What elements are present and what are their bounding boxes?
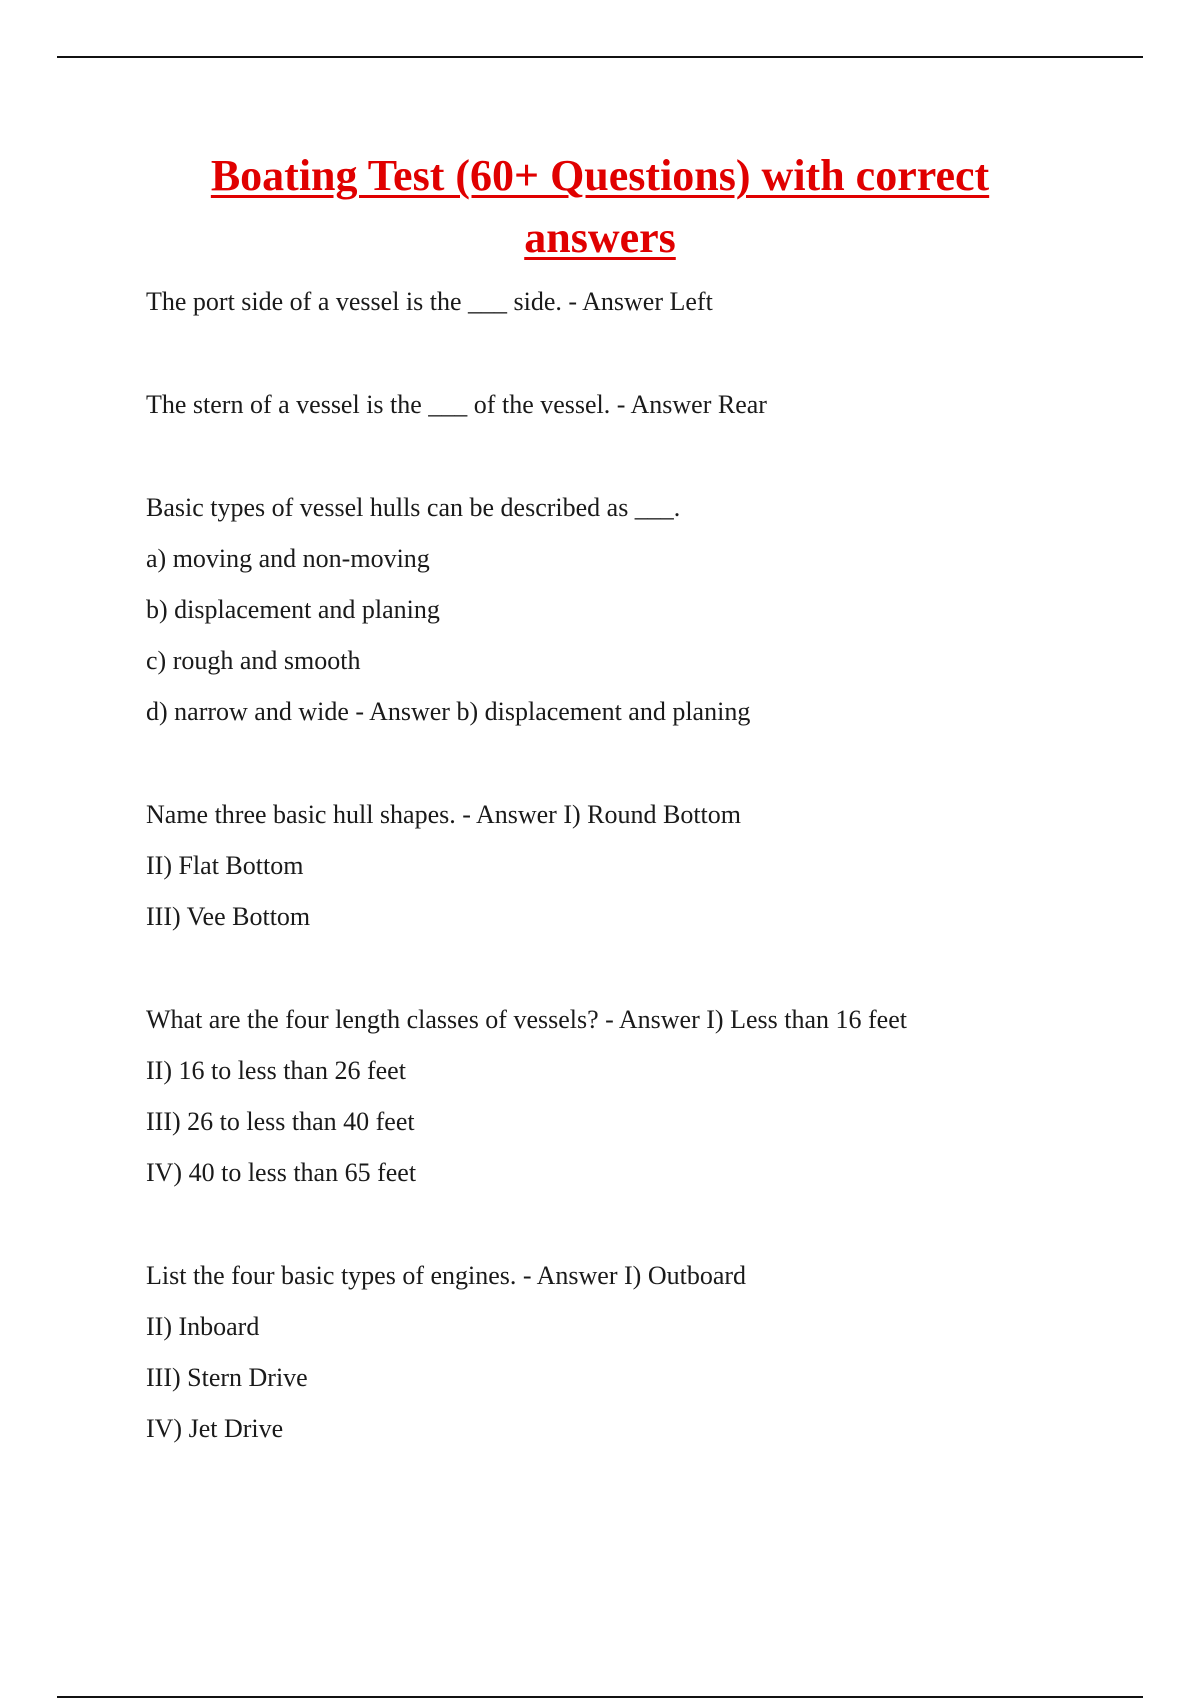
answer-line: II) Inboard [146,1312,260,1341]
option-line: b) displacement and planing [146,595,440,624]
answer-line: II) 16 to less than 26 feet [146,1056,406,1085]
question-block [146,482,1106,737]
question-block [146,994,1106,1198]
option-line: a) moving and non-moving [146,544,430,573]
question-block [146,276,1106,327]
question-line: What are the four length classes of vessels? - Answer I) Less than 16 feet [146,1005,907,1034]
question-line: The stern of a vessel is the ___ of the vessel. - Answer Rear [146,390,767,419]
answer-line: III) 26 to less than 40 feet [146,1107,415,1136]
document-title [100,145,1100,269]
option-line: c) rough and smooth [146,646,361,675]
title-line-2: answers [524,213,676,262]
question-line: Basic types of vessel hulls can be described as ___. [146,493,681,522]
answer-line: IV) 40 to less than 65 feet [146,1158,417,1187]
question-list [146,276,1106,1506]
answer-line: III) Vee Bottom [146,902,311,931]
answer-line: IV) Jet Drive [146,1414,284,1443]
question-block [146,789,1106,942]
option-line: d) narrow and wide - Answer b) displacement and planing [146,697,751,726]
question-line: Name three basic hull shapes. - Answer I) Round Bottom [146,800,741,829]
answer-line: III) Stern Drive [146,1363,308,1392]
question-block [146,379,1106,430]
question-line: The port side of a vessel is the ___ side. - Answer Left [146,287,713,316]
question-block [146,1250,1106,1454]
footer-rule [57,1696,1143,1698]
header-rule [57,56,1143,58]
answer-line: II) Flat Bottom [146,851,304,880]
title-line-1: Boating Test (60+ Questions) with correct [210,151,990,200]
question-line: List the four basic types of engines. - Answer I) Outboard [146,1261,747,1290]
